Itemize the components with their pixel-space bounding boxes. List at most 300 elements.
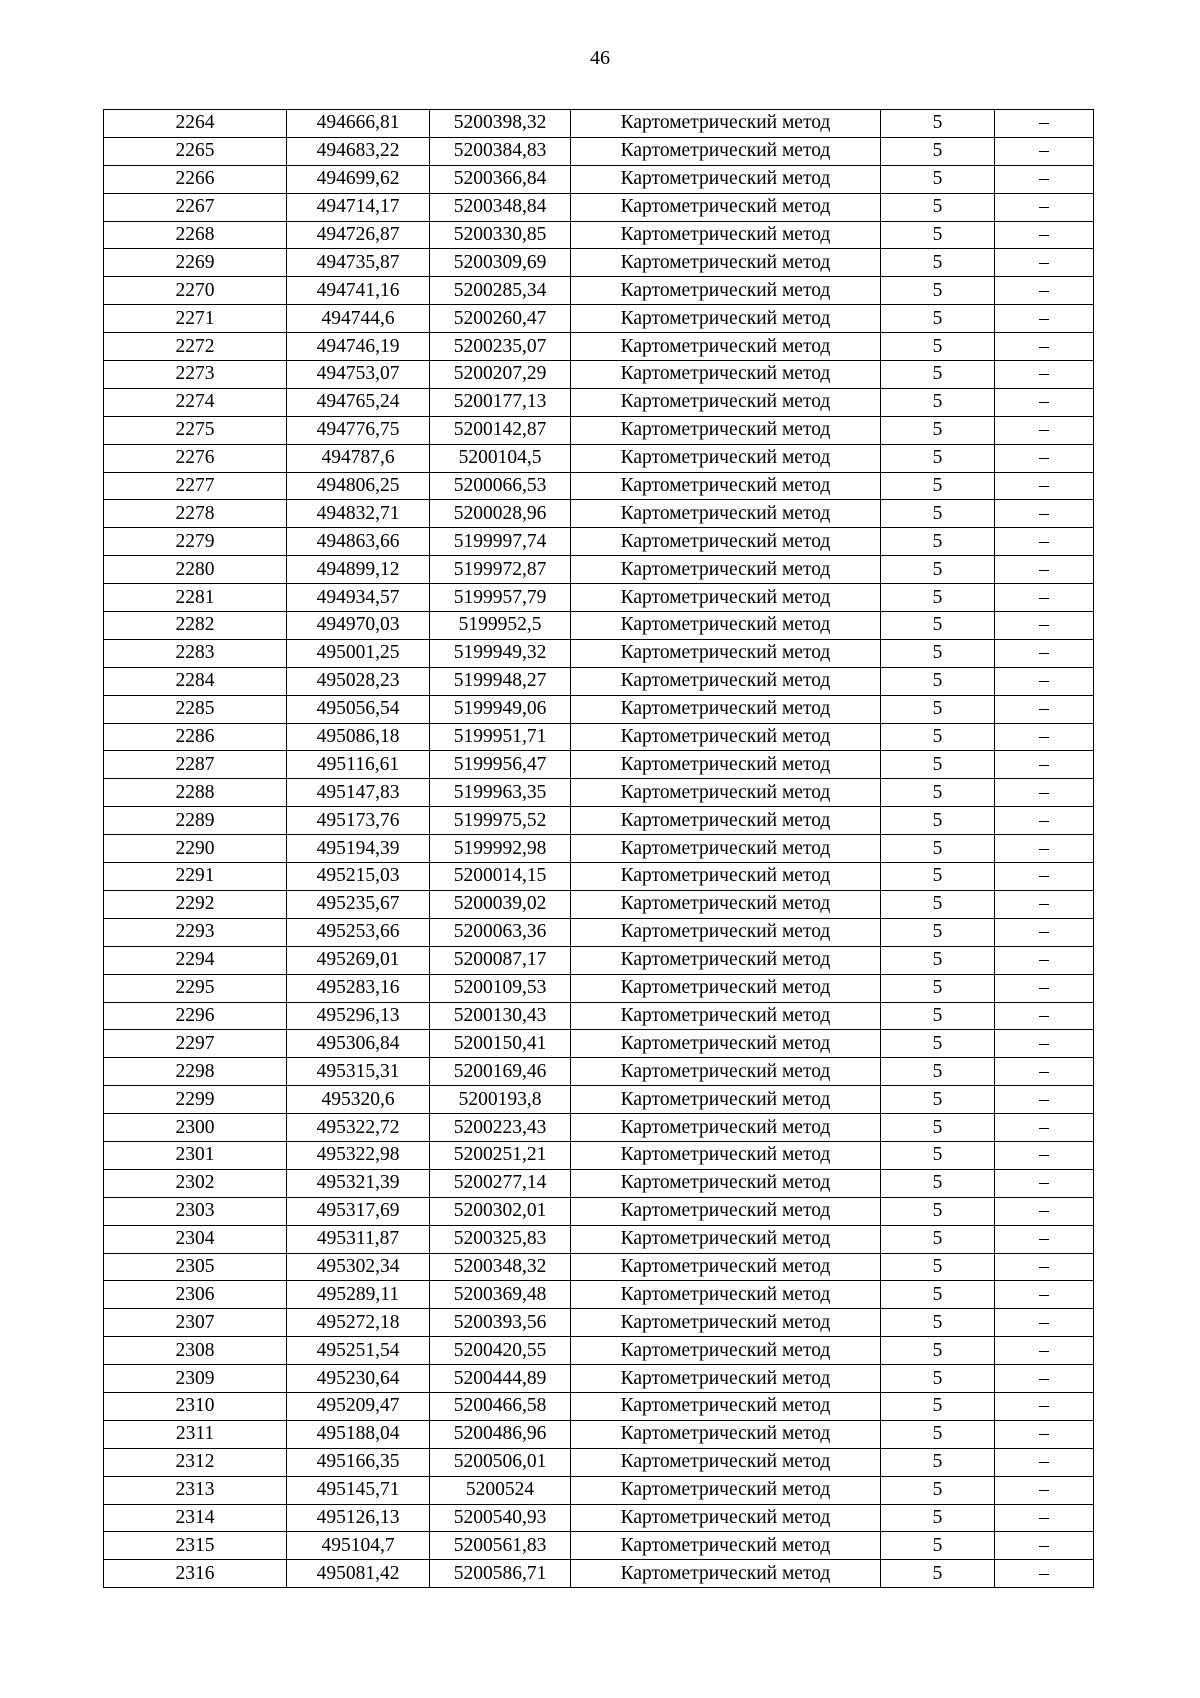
y-coordinate-cell: 5199975,52 <box>430 807 571 835</box>
method-cell: Картометрический метод <box>571 667 881 695</box>
method-cell: Картометрический метод <box>571 1225 881 1253</box>
method-cell: Картометрический метод <box>571 1476 881 1504</box>
y-coordinate-cell: 5200384,83 <box>430 137 571 165</box>
y-coordinate-cell: 5200302,01 <box>430 1197 571 1225</box>
accuracy-cell: 5 <box>881 807 995 835</box>
table-row <box>104 1420 1094 1448</box>
accuracy-cell: 5 <box>881 249 995 277</box>
y-coordinate-cell: 5200130,43 <box>430 1002 571 1030</box>
description-cell: – <box>995 1476 1094 1504</box>
description-cell: – <box>995 946 1094 974</box>
accuracy-cell: 5 <box>881 667 995 695</box>
y-coordinate-cell: 5200348,84 <box>430 193 571 221</box>
method-cell: Картометрический метод <box>571 277 881 305</box>
point-number-cell: 2273 <box>104 361 287 389</box>
y-coordinate-cell: 5200193,8 <box>430 1086 571 1114</box>
table-row <box>104 277 1094 305</box>
point-number-cell: 2268 <box>104 221 287 249</box>
method-cell: Картометрический метод <box>571 193 881 221</box>
accuracy-cell: 5 <box>881 193 995 221</box>
accuracy-cell: 5 <box>881 946 995 974</box>
y-coordinate-cell: 5200369,48 <box>430 1281 571 1309</box>
table-row <box>104 1281 1094 1309</box>
x-coordinate-cell: 494666,81 <box>287 110 430 138</box>
table-row <box>104 1392 1094 1420</box>
method-cell: Картометрический метод <box>571 1420 881 1448</box>
y-coordinate-cell: 5200207,29 <box>430 361 571 389</box>
accuracy-cell: 5 <box>881 863 995 891</box>
method-cell: Картометрический метод <box>571 890 881 918</box>
table-row <box>104 1225 1094 1253</box>
y-coordinate-cell: 5200251,21 <box>430 1141 571 1169</box>
description-cell: – <box>995 388 1094 416</box>
y-coordinate-cell: 5200524 <box>430 1476 571 1504</box>
description-cell: – <box>995 779 1094 807</box>
x-coordinate-cell: 495104,7 <box>287 1532 430 1560</box>
method-cell: Картометрический метод <box>571 639 881 667</box>
table-row <box>104 249 1094 277</box>
point-number-cell: 2279 <box>104 528 287 556</box>
method-cell: Картометрический метод <box>571 1169 881 1197</box>
description-cell: – <box>995 863 1094 891</box>
y-coordinate-cell: 5200466,58 <box>430 1392 571 1420</box>
point-number-cell: 2275 <box>104 416 287 444</box>
method-cell: Картометрический метод <box>571 1504 881 1532</box>
x-coordinate-cell: 495230,64 <box>287 1365 430 1393</box>
method-cell: Картометрический метод <box>571 556 881 584</box>
point-number-cell: 2284 <box>104 667 287 695</box>
point-number-cell: 2298 <box>104 1058 287 1086</box>
x-coordinate-cell: 495188,04 <box>287 1420 430 1448</box>
description-cell: – <box>995 1169 1094 1197</box>
point-number-cell: 2274 <box>104 388 287 416</box>
table-row <box>104 193 1094 221</box>
method-cell: Картометрический метод <box>571 1392 881 1420</box>
x-coordinate-cell: 494744,6 <box>287 305 430 333</box>
accuracy-cell: 5 <box>881 1309 995 1337</box>
x-coordinate-cell: 494765,24 <box>287 388 430 416</box>
method-cell: Картометрический метод <box>571 612 881 640</box>
y-coordinate-cell: 5200325,83 <box>430 1225 571 1253</box>
accuracy-cell: 5 <box>881 1253 995 1281</box>
point-number-cell: 2281 <box>104 584 287 612</box>
point-number-cell: 2303 <box>104 1197 287 1225</box>
y-coordinate-cell: 5200087,17 <box>430 946 571 974</box>
description-cell: – <box>995 1030 1094 1058</box>
method-cell: Картометрический метод <box>571 1253 881 1281</box>
method-cell: Картометрический метод <box>571 1365 881 1393</box>
y-coordinate-cell: 5200330,85 <box>430 221 571 249</box>
x-coordinate-cell: 495173,76 <box>287 807 430 835</box>
table-row <box>104 165 1094 193</box>
accuracy-cell: 5 <box>881 584 995 612</box>
method-cell: Картометрический метод <box>571 1560 881 1588</box>
point-number-cell: 2312 <box>104 1448 287 1476</box>
description-cell: – <box>995 165 1094 193</box>
point-number-cell: 2272 <box>104 333 287 361</box>
x-coordinate-cell: 494970,03 <box>287 612 430 640</box>
y-coordinate-cell: 5200177,13 <box>430 388 571 416</box>
accuracy-cell: 5 <box>881 695 995 723</box>
method-cell: Картометрический метод <box>571 695 881 723</box>
accuracy-cell: 5 <box>881 612 995 640</box>
accuracy-cell: 5 <box>881 723 995 751</box>
x-coordinate-cell: 495081,42 <box>287 1560 430 1588</box>
page-number: 46 <box>590 47 610 69</box>
y-coordinate-cell: 5200109,53 <box>430 974 571 1002</box>
y-coordinate-cell: 5199949,06 <box>430 695 571 723</box>
method-cell: Картометрический метод <box>571 1197 881 1225</box>
table-row <box>104 1365 1094 1393</box>
y-coordinate-cell: 5199997,74 <box>430 528 571 556</box>
table-row <box>104 863 1094 891</box>
table-row <box>104 1197 1094 1225</box>
description-cell: – <box>995 416 1094 444</box>
accuracy-cell: 5 <box>881 500 995 528</box>
description-cell: – <box>995 137 1094 165</box>
method-cell: Картометрический метод <box>571 1058 881 1086</box>
x-coordinate-cell: 495166,35 <box>287 1448 430 1476</box>
table-row <box>104 667 1094 695</box>
table-row <box>104 333 1094 361</box>
table-row <box>104 110 1094 138</box>
y-coordinate-cell: 5200169,46 <box>430 1058 571 1086</box>
method-cell: Картометрический метод <box>571 918 881 946</box>
accuracy-cell: 5 <box>881 1365 995 1393</box>
table-row <box>104 221 1094 249</box>
x-coordinate-cell: 495253,66 <box>287 918 430 946</box>
x-coordinate-cell: 495283,16 <box>287 974 430 1002</box>
accuracy-cell: 5 <box>881 1337 995 1365</box>
description-cell: – <box>995 1504 1094 1532</box>
method-cell: Картометрический метод <box>571 165 881 193</box>
accuracy-cell: 5 <box>881 918 995 946</box>
description-cell: – <box>995 723 1094 751</box>
x-coordinate-cell: 494863,66 <box>287 528 430 556</box>
table-row <box>104 1337 1094 1365</box>
point-number-cell: 2283 <box>104 639 287 667</box>
x-coordinate-cell: 494683,22 <box>287 137 430 165</box>
table-row <box>104 388 1094 416</box>
point-number-cell: 2310 <box>104 1392 287 1420</box>
x-coordinate-cell: 494832,71 <box>287 500 430 528</box>
description-cell: – <box>995 1420 1094 1448</box>
x-coordinate-cell: 495306,84 <box>287 1030 430 1058</box>
x-coordinate-cell: 495289,11 <box>287 1281 430 1309</box>
description-cell: – <box>995 1532 1094 1560</box>
y-coordinate-cell: 5200066,53 <box>430 472 571 500</box>
y-coordinate-cell: 5199992,98 <box>430 835 571 863</box>
x-coordinate-cell: 495116,61 <box>287 751 430 779</box>
table-row <box>104 1504 1094 1532</box>
method-cell: Картометрический метод <box>571 137 881 165</box>
accuracy-cell: 5 <box>881 333 995 361</box>
y-coordinate-cell: 5200506,01 <box>430 1448 571 1476</box>
accuracy-cell: 5 <box>881 779 995 807</box>
method-cell: Картометрический метод <box>571 584 881 612</box>
point-number-cell: 2297 <box>104 1030 287 1058</box>
method-cell: Картометрический метод <box>571 807 881 835</box>
description-cell: – <box>995 667 1094 695</box>
point-number-cell: 2300 <box>104 1114 287 1142</box>
point-number-cell: 2289 <box>104 807 287 835</box>
point-number-cell: 2267 <box>104 193 287 221</box>
point-number-cell: 2285 <box>104 695 287 723</box>
description-cell: – <box>995 835 1094 863</box>
table-row <box>104 1030 1094 1058</box>
description-cell: – <box>995 1141 1094 1169</box>
description-cell: – <box>995 890 1094 918</box>
x-coordinate-cell: 495194,39 <box>287 835 430 863</box>
x-coordinate-cell: 495215,03 <box>287 863 430 891</box>
x-coordinate-cell: 495311,87 <box>287 1225 430 1253</box>
x-coordinate-cell: 494746,19 <box>287 333 430 361</box>
table-row <box>104 918 1094 946</box>
description-cell: – <box>995 110 1094 138</box>
method-cell: Картометрический метод <box>571 1309 881 1337</box>
point-number-cell: 2276 <box>104 444 287 472</box>
table-row <box>104 584 1094 612</box>
x-coordinate-cell: 495322,72 <box>287 1114 430 1142</box>
coordinates-table <box>103 109 1094 1588</box>
table-row <box>104 639 1094 667</box>
y-coordinate-cell: 5200540,93 <box>430 1504 571 1532</box>
point-number-cell: 2288 <box>104 779 287 807</box>
table-row <box>104 500 1094 528</box>
x-coordinate-cell: 495251,54 <box>287 1337 430 1365</box>
y-coordinate-cell: 5200260,47 <box>430 305 571 333</box>
x-coordinate-cell: 494741,16 <box>287 277 430 305</box>
description-cell: – <box>995 974 1094 1002</box>
point-number-cell: 2287 <box>104 751 287 779</box>
y-coordinate-cell: 5200309,69 <box>430 249 571 277</box>
description-cell: – <box>995 1197 1094 1225</box>
description-cell: – <box>995 277 1094 305</box>
table-row <box>104 361 1094 389</box>
description-cell: – <box>995 1281 1094 1309</box>
y-coordinate-cell: 5199952,5 <box>430 612 571 640</box>
y-coordinate-cell: 5200348,32 <box>430 1253 571 1281</box>
method-cell: Картометрический метод <box>571 416 881 444</box>
method-cell: Картометрический метод <box>571 110 881 138</box>
description-cell: – <box>995 918 1094 946</box>
table-row <box>104 1141 1094 1169</box>
method-cell: Картометрический метод <box>571 305 881 333</box>
y-coordinate-cell: 5200420,55 <box>430 1337 571 1365</box>
accuracy-cell: 5 <box>881 1420 995 1448</box>
x-coordinate-cell: 495321,39 <box>287 1169 430 1197</box>
y-coordinate-cell: 5200393,56 <box>430 1309 571 1337</box>
description-cell: – <box>995 472 1094 500</box>
method-cell: Картометрический метод <box>571 779 881 807</box>
y-coordinate-cell: 5199972,87 <box>430 556 571 584</box>
table-row <box>104 779 1094 807</box>
point-number-cell: 2265 <box>104 137 287 165</box>
point-number-cell: 2316 <box>104 1560 287 1588</box>
point-number-cell: 2292 <box>104 890 287 918</box>
table-row <box>104 444 1094 472</box>
method-cell: Картометрический метод <box>571 1337 881 1365</box>
table-row <box>104 723 1094 751</box>
description-cell: – <box>995 249 1094 277</box>
description-cell: – <box>995 639 1094 667</box>
x-coordinate-cell: 495317,69 <box>287 1197 430 1225</box>
y-coordinate-cell: 5200142,87 <box>430 416 571 444</box>
table-row <box>104 1086 1094 1114</box>
method-cell: Картометрический метод <box>571 500 881 528</box>
y-coordinate-cell: 5200444,89 <box>430 1365 571 1393</box>
method-cell: Картометрический метод <box>571 1532 881 1560</box>
accuracy-cell: 5 <box>881 388 995 416</box>
accuracy-cell: 5 <box>881 221 995 249</box>
coordinates-table-body <box>104 110 1094 1588</box>
table-row <box>104 1532 1094 1560</box>
table-row <box>104 528 1094 556</box>
method-cell: Картометрический метод <box>571 1114 881 1142</box>
method-cell: Картометрический метод <box>571 333 881 361</box>
table-row <box>104 1253 1094 1281</box>
description-cell: – <box>995 1058 1094 1086</box>
description-cell: – <box>995 612 1094 640</box>
method-cell: Картометрический метод <box>571 974 881 1002</box>
y-coordinate-cell: 5200277,14 <box>430 1169 571 1197</box>
table-row <box>104 1114 1094 1142</box>
point-number-cell: 2307 <box>104 1309 287 1337</box>
point-number-cell: 2315 <box>104 1532 287 1560</box>
point-number-cell: 2291 <box>104 863 287 891</box>
method-cell: Картометрический метод <box>571 863 881 891</box>
table-row <box>104 835 1094 863</box>
description-cell: – <box>995 751 1094 779</box>
table-row <box>104 1309 1094 1337</box>
accuracy-cell: 5 <box>881 890 995 918</box>
method-cell: Картометрический метод <box>571 1030 881 1058</box>
point-number-cell: 2311 <box>104 1420 287 1448</box>
point-number-cell: 2278 <box>104 500 287 528</box>
x-coordinate-cell: 495235,67 <box>287 890 430 918</box>
y-coordinate-cell: 5199963,35 <box>430 779 571 807</box>
point-number-cell: 2277 <box>104 472 287 500</box>
accuracy-cell: 5 <box>881 1086 995 1114</box>
y-coordinate-cell: 5200586,71 <box>430 1560 571 1588</box>
x-coordinate-cell: 495056,54 <box>287 695 430 723</box>
accuracy-cell: 5 <box>881 1392 995 1420</box>
y-coordinate-cell: 5200366,84 <box>430 165 571 193</box>
accuracy-cell: 5 <box>881 1476 995 1504</box>
table-row <box>104 305 1094 333</box>
description-cell: – <box>995 695 1094 723</box>
accuracy-cell: 5 <box>881 1058 995 1086</box>
table-row <box>104 1002 1094 1030</box>
description-cell: – <box>995 1309 1094 1337</box>
x-coordinate-cell: 495272,18 <box>287 1309 430 1337</box>
point-number-cell: 2313 <box>104 1476 287 1504</box>
y-coordinate-cell: 5200561,83 <box>430 1532 571 1560</box>
point-number-cell: 2282 <box>104 612 287 640</box>
method-cell: Картометрический метод <box>571 723 881 751</box>
x-coordinate-cell: 495028,23 <box>287 667 430 695</box>
table-row <box>104 695 1094 723</box>
y-coordinate-cell: 5200014,15 <box>430 863 571 891</box>
description-cell: – <box>995 333 1094 361</box>
table-row <box>104 556 1094 584</box>
accuracy-cell: 5 <box>881 1169 995 1197</box>
x-coordinate-cell: 495296,13 <box>287 1002 430 1030</box>
table-row <box>104 612 1094 640</box>
description-cell: – <box>995 1114 1094 1142</box>
x-coordinate-cell: 495086,18 <box>287 723 430 751</box>
accuracy-cell: 5 <box>881 305 995 333</box>
accuracy-cell: 5 <box>881 137 995 165</box>
accuracy-cell: 5 <box>881 1002 995 1030</box>
point-number-cell: 2295 <box>104 974 287 1002</box>
point-number-cell: 2308 <box>104 1337 287 1365</box>
point-number-cell: 2264 <box>104 110 287 138</box>
method-cell: Картометрический метод <box>571 221 881 249</box>
point-number-cell: 2309 <box>104 1365 287 1393</box>
method-cell: Картометрический метод <box>571 472 881 500</box>
accuracy-cell: 5 <box>881 751 995 779</box>
x-coordinate-cell: 494735,87 <box>287 249 430 277</box>
x-coordinate-cell: 494787,6 <box>287 444 430 472</box>
accuracy-cell: 5 <box>881 556 995 584</box>
table-row <box>104 1476 1094 1504</box>
description-cell: – <box>995 1086 1094 1114</box>
description-cell: – <box>995 1225 1094 1253</box>
accuracy-cell: 5 <box>881 1225 995 1253</box>
description-cell: – <box>995 500 1094 528</box>
x-coordinate-cell: 494699,62 <box>287 165 430 193</box>
x-coordinate-cell: 495126,13 <box>287 1504 430 1532</box>
description-cell: – <box>995 556 1094 584</box>
accuracy-cell: 5 <box>881 165 995 193</box>
table-row <box>104 1448 1094 1476</box>
description-cell: – <box>995 1337 1094 1365</box>
method-cell: Картометрический метод <box>571 835 881 863</box>
x-coordinate-cell: 494714,17 <box>287 193 430 221</box>
point-number-cell: 2306 <box>104 1281 287 1309</box>
accuracy-cell: 5 <box>881 1281 995 1309</box>
description-cell: – <box>995 221 1094 249</box>
y-coordinate-cell: 5199948,27 <box>430 667 571 695</box>
description-cell: – <box>995 807 1094 835</box>
y-coordinate-cell: 5199957,79 <box>430 584 571 612</box>
x-coordinate-cell: 495315,31 <box>287 1058 430 1086</box>
table-row <box>104 416 1094 444</box>
description-cell: – <box>995 528 1094 556</box>
point-number-cell: 2314 <box>104 1504 287 1532</box>
accuracy-cell: 5 <box>881 1030 995 1058</box>
point-number-cell: 2290 <box>104 835 287 863</box>
y-coordinate-cell: 5200063,36 <box>430 918 571 946</box>
table-row <box>104 946 1094 974</box>
table-row <box>104 137 1094 165</box>
y-coordinate-cell: 5200028,96 <box>430 500 571 528</box>
accuracy-cell: 5 <box>881 1448 995 1476</box>
point-number-cell: 2301 <box>104 1141 287 1169</box>
accuracy-cell: 5 <box>881 835 995 863</box>
method-cell: Картометрический метод <box>571 1086 881 1114</box>
x-coordinate-cell: 495302,34 <box>287 1253 430 1281</box>
y-coordinate-cell: 5199951,71 <box>430 723 571 751</box>
point-number-cell: 2271 <box>104 305 287 333</box>
description-cell: – <box>995 1448 1094 1476</box>
y-coordinate-cell: 5200223,43 <box>430 1114 571 1142</box>
x-coordinate-cell: 494753,07 <box>287 361 430 389</box>
x-coordinate-cell: 494806,25 <box>287 472 430 500</box>
accuracy-cell: 5 <box>881 1114 995 1142</box>
point-number-cell: 2304 <box>104 1225 287 1253</box>
